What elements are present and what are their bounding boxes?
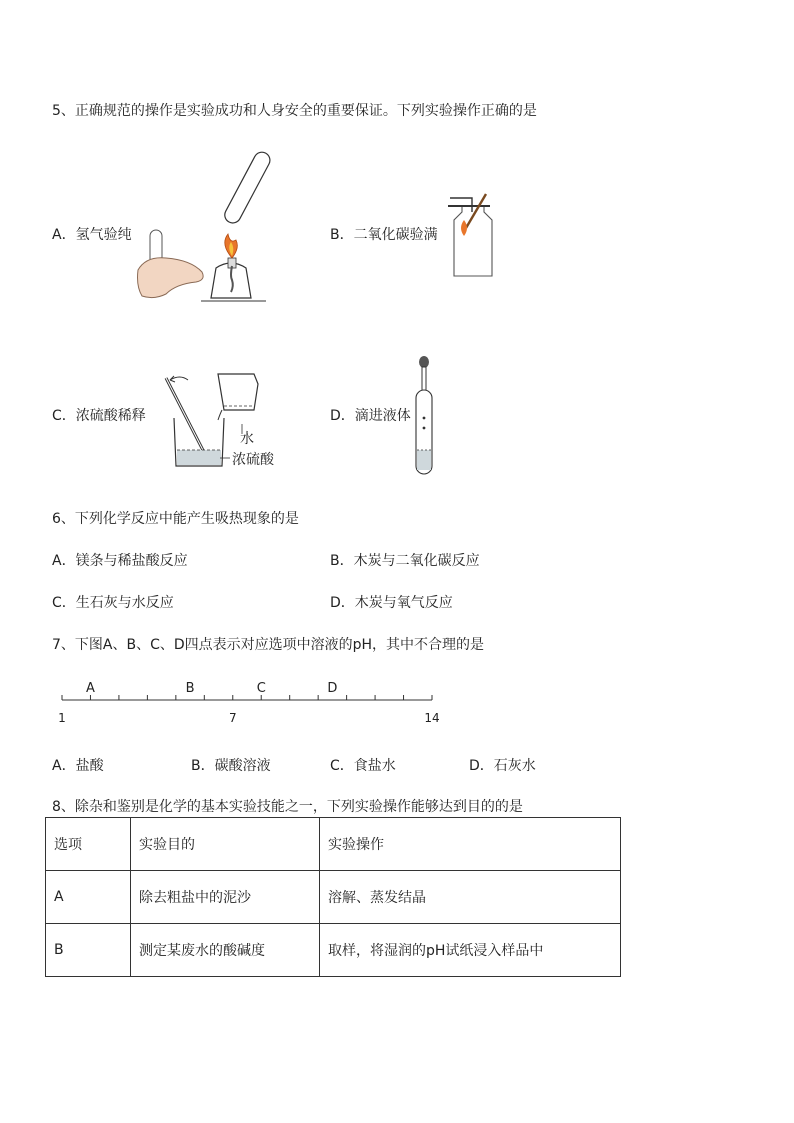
table-cell: B xyxy=(46,924,131,977)
option-letter: B． xyxy=(191,758,215,774)
hydrogen-purity-figure xyxy=(136,148,286,310)
q5-option-a[interactable] xyxy=(52,224,132,244)
pouring-beaker xyxy=(218,374,258,410)
q5-option-c[interactable] xyxy=(52,405,146,425)
option-text: 木炭与氧气反应 xyxy=(354,595,453,611)
ph-point-b: B xyxy=(185,681,195,696)
option-text: 镁条与稀盐酸反应 xyxy=(75,553,188,569)
label-water: 水 xyxy=(240,431,254,447)
q6-stem: 6、下列化学反应中能产生吸热现象的是 xyxy=(52,511,299,527)
table-cell: A xyxy=(46,871,131,924)
ph-tick-label: 1 xyxy=(58,711,66,725)
option-text: 浓硫酸稀释 xyxy=(75,408,146,424)
q7-option-a[interactable] xyxy=(52,755,104,775)
ph-tick-label: 14 xyxy=(424,711,440,725)
table-row xyxy=(46,871,621,924)
q6-option-d[interactable] xyxy=(330,592,453,612)
ph-scale xyxy=(50,676,450,728)
label-conc-acid: 浓硫酸 xyxy=(232,452,274,468)
inverted-test-tube xyxy=(222,149,273,225)
ph-point-c: C xyxy=(256,681,266,696)
q5-stem: 5、正确规范的操作是实验成功和人身安全的重要保证。下列实验操作正确的是 xyxy=(52,103,537,119)
option-letter: A． xyxy=(52,553,76,569)
q7-option-d[interactable] xyxy=(469,755,536,775)
option-letter: C． xyxy=(330,758,354,774)
option-text: 滴进液体 xyxy=(354,408,411,424)
option-text: 二氧化碳验满 xyxy=(353,227,438,243)
table-cell: 测定某废水的酸碱度 xyxy=(131,924,320,977)
dropper-bulb xyxy=(419,356,429,368)
q6-option-b[interactable] xyxy=(330,550,480,570)
option-text: 氢气验纯 xyxy=(75,227,132,243)
dropper-figure xyxy=(412,354,436,476)
option-letter: A． xyxy=(52,227,76,243)
option-letter: C． xyxy=(52,408,76,424)
q7-option-c[interactable] xyxy=(330,755,396,775)
table-cell: 溶解、蒸发结晶 xyxy=(320,871,621,924)
table-header-cell: 实验目的 xyxy=(131,818,320,871)
q7-stem: 7、下图A、B、C、D四点表示对应选项中溶液的pH，其中不合理的是 xyxy=(52,637,485,653)
option-text: 木炭与二氧化碳反应 xyxy=(353,553,480,569)
co2-full-test-figure xyxy=(440,192,500,278)
table-header-cell: 选项 xyxy=(46,818,131,871)
option-text: 碳酸溶液 xyxy=(214,758,271,774)
q8-table xyxy=(45,817,621,977)
option-letter: B． xyxy=(330,227,354,243)
table-header-row xyxy=(46,818,621,871)
ph-tick-label: 7 xyxy=(228,711,237,725)
option-letter: B． xyxy=(330,553,354,569)
table-row xyxy=(46,924,621,977)
option-text: 生石灰与水反应 xyxy=(75,595,174,611)
q8-stem: 8、除杂和鉴别是化学的基本实验技能之一，下列实验操作能够达到目的的是 xyxy=(52,799,523,815)
option-letter: D． xyxy=(330,408,355,424)
option-letter: D． xyxy=(330,595,355,611)
q7-option-b[interactable] xyxy=(191,755,271,775)
q6-option-c[interactable] xyxy=(52,592,174,612)
option-text: 食盐水 xyxy=(353,758,396,774)
option-letter: C． xyxy=(52,595,76,611)
table-cell: 除去粗盐中的泥沙 xyxy=(131,871,320,924)
table-cell: 取样，将湿润的pH试纸浸入样品中 xyxy=(320,924,621,977)
q5-option-b[interactable] xyxy=(330,224,438,244)
table-header-cell: 实验操作 xyxy=(320,818,621,871)
option-text: 石灰水 xyxy=(493,758,536,774)
q5-option-d[interactable] xyxy=(330,405,411,425)
q6-option-a[interactable] xyxy=(52,550,188,570)
hand-icon xyxy=(138,258,204,298)
option-letter: A． xyxy=(52,758,76,774)
option-text: 盐酸 xyxy=(75,758,104,774)
ph-point-a: A xyxy=(86,681,95,696)
ph-point-d: D xyxy=(327,681,338,696)
option-letter: D． xyxy=(469,758,494,774)
